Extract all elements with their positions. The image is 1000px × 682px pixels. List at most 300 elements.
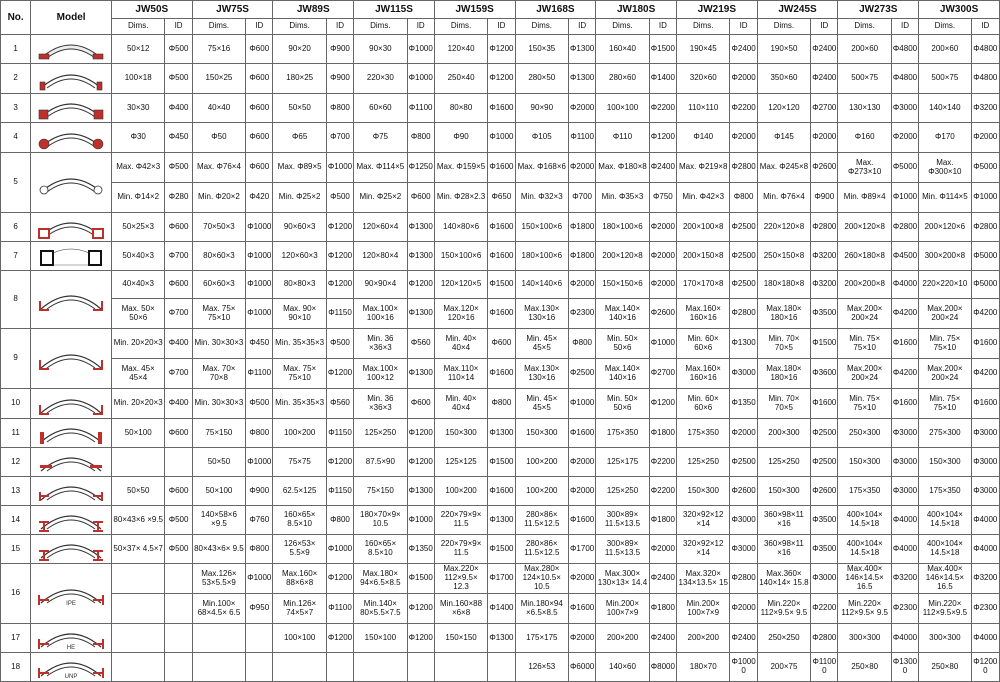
id-cell: Φ2000 bbox=[891, 123, 918, 153]
dims-subheader: Dims. bbox=[192, 19, 245, 35]
profile-4-icon bbox=[37, 125, 105, 151]
id-cell: Φ2300 bbox=[569, 299, 596, 329]
id-cell: Φ1300 bbox=[569, 35, 596, 64]
dims-cell: 150×150 bbox=[434, 624, 487, 653]
dims-cell: Min. 40× 40×4 bbox=[434, 389, 487, 419]
table-row bbox=[1, 477, 1000, 506]
model-header-jw159s: JW159S bbox=[434, 1, 515, 19]
id-cell: Φ4800 bbox=[971, 64, 999, 94]
dims-cell: 180×100×6 bbox=[596, 213, 649, 242]
dims-cell: 200×60 bbox=[838, 35, 891, 64]
id-cell: Φ1150 bbox=[326, 477, 353, 506]
profile-10-icon bbox=[37, 391, 105, 417]
id-cell: Φ1200 bbox=[326, 242, 353, 271]
dims-cell: 100×200 bbox=[434, 477, 487, 506]
profile-8-icon bbox=[37, 287, 105, 313]
dims-cell: 75×150 bbox=[192, 419, 245, 448]
profile-picture-cell bbox=[31, 477, 112, 506]
dims-cell: Max.280× 124×10.5× 10.5 bbox=[515, 564, 568, 594]
dims-cell: Min. Φ28×2.3 bbox=[434, 183, 487, 213]
id-cell: Φ600 bbox=[246, 35, 273, 64]
id-cell: Φ500 bbox=[326, 183, 353, 213]
id-cell: Φ1000 bbox=[488, 123, 515, 153]
id-cell: Φ3500 bbox=[811, 299, 838, 329]
id-cell: Φ4200 bbox=[891, 359, 918, 389]
id-cell: Φ4200 bbox=[891, 299, 918, 329]
id-cell: Φ4000 bbox=[971, 506, 999, 535]
row-number: 7 bbox=[1, 242, 31, 271]
table-row bbox=[1, 183, 1000, 213]
dims-cell bbox=[111, 594, 164, 624]
dims-cell: 200×120×8 bbox=[596, 242, 649, 271]
dims-cell: Max.220× 112×9.5× 12.3 bbox=[434, 564, 487, 594]
dims-cell bbox=[434, 653, 487, 682]
dims-cell: 500×75 bbox=[838, 64, 891, 94]
dims-cell: Max.110× 110×14 bbox=[434, 359, 487, 389]
dims-cell: Max. 70× 70×8 bbox=[192, 359, 245, 389]
id-subheader: ID bbox=[971, 19, 999, 35]
row-number: 10 bbox=[1, 389, 31, 419]
table-row bbox=[1, 64, 1000, 94]
dims-cell: Max.160× 160×16 bbox=[676, 299, 729, 329]
id-cell: Φ1200 bbox=[407, 594, 434, 624]
dims-cell: Max. Φ180×8 bbox=[596, 153, 649, 183]
model-header-jw75s: JW75S bbox=[192, 1, 273, 19]
dims-cell: 120×60×3 bbox=[273, 242, 326, 271]
table-row bbox=[1, 389, 1000, 419]
id-cell: Φ8000 bbox=[649, 653, 676, 682]
id-cell: Φ600 bbox=[246, 123, 273, 153]
id-cell: Φ13000 bbox=[891, 653, 918, 682]
row-number: 18 bbox=[1, 653, 31, 682]
id-cell: Φ4000 bbox=[891, 624, 918, 653]
id-cell: Φ4800 bbox=[971, 35, 999, 64]
dims-cell: Min. 70× 70×5 bbox=[757, 389, 810, 419]
dims-cell: 90×60×3 bbox=[273, 213, 326, 242]
id-cell: Φ1200 bbox=[326, 359, 353, 389]
id-cell: Φ600 bbox=[165, 213, 192, 242]
dims-cell: Min. Φ32×3 bbox=[515, 183, 568, 213]
dims-cell: Max. Φ245×8 bbox=[757, 153, 810, 183]
id-cell: Φ3000 bbox=[891, 477, 918, 506]
id-cell: Φ400 bbox=[165, 329, 192, 359]
dims-cell: Min.220× 112×9.5×9.5 bbox=[919, 594, 971, 624]
table-row bbox=[1, 419, 1000, 448]
profile-picture-cell bbox=[31, 35, 112, 64]
dims-cell: 250×80 bbox=[919, 653, 971, 682]
row-number: 14 bbox=[1, 506, 31, 535]
dims-cell: Min. 35×35×3 bbox=[273, 329, 326, 359]
table-row bbox=[1, 448, 1000, 477]
profile-picture-cell bbox=[31, 271, 112, 329]
id-cell: Φ2000 bbox=[649, 271, 676, 299]
dims-cell: 170×170×8 bbox=[676, 271, 729, 299]
id-cell: Φ1000 bbox=[407, 506, 434, 535]
id-cell: Φ2400 bbox=[649, 624, 676, 653]
dims-subheader: Dims. bbox=[111, 19, 164, 35]
id-cell: Φ800 bbox=[246, 419, 273, 448]
id-cell: Φ1150 bbox=[326, 299, 353, 329]
id-cell: Φ1000 bbox=[407, 35, 434, 64]
id-cell: Φ3200 bbox=[811, 271, 838, 299]
id-cell: Φ10000 bbox=[730, 653, 757, 682]
dims-subheader: Dims. bbox=[919, 19, 971, 35]
id-cell: Φ3000 bbox=[891, 419, 918, 448]
id-cell: Φ2200 bbox=[730, 94, 757, 123]
dims-subheader: Dims. bbox=[354, 19, 407, 35]
id-cell: Φ2500 bbox=[569, 359, 596, 389]
id-cell: Φ2500 bbox=[730, 242, 757, 271]
table-row bbox=[1, 564, 1000, 594]
id-subheader: ID bbox=[326, 19, 353, 35]
dims-cell: 220×79×9× 11.5 bbox=[434, 506, 487, 535]
id-cell: Φ900 bbox=[246, 477, 273, 506]
id-cell: Φ2500 bbox=[730, 448, 757, 477]
dims-cell: Min.180×94 ×6.5×8.5 bbox=[515, 594, 568, 624]
profile-16-icon bbox=[37, 581, 105, 607]
profile-13-icon bbox=[37, 478, 105, 504]
dims-cell bbox=[111, 564, 164, 594]
id-cell: Φ2400 bbox=[649, 564, 676, 594]
dims-cell: 280×60 bbox=[596, 64, 649, 94]
id-cell: Φ1500 bbox=[649, 35, 676, 64]
profile-picture-cell bbox=[31, 329, 112, 389]
id-cell: Φ2000 bbox=[730, 123, 757, 153]
profile-picture-cell bbox=[31, 624, 112, 653]
model-header-jw115s: JW115S bbox=[354, 1, 435, 19]
dims-cell: Min. 75× 75×10 bbox=[919, 389, 971, 419]
id-cell: Φ1500 bbox=[407, 564, 434, 594]
dims-cell: 140×60 bbox=[596, 653, 649, 682]
id-cell: Φ1300 bbox=[488, 506, 515, 535]
dims-cell: 50×50 bbox=[192, 448, 245, 477]
dims-cell: Min.126× 74×5×7 bbox=[273, 594, 326, 624]
id-subheader: ID bbox=[246, 19, 273, 35]
id-cell: Φ2000 bbox=[569, 477, 596, 506]
dims-cell: 60×60 bbox=[354, 94, 407, 123]
dims-cell: Φ140 bbox=[676, 123, 729, 153]
dims-subheader: Dims. bbox=[596, 19, 649, 35]
table-row bbox=[1, 359, 1000, 389]
dims-cell: 120×40 bbox=[434, 35, 487, 64]
dims-cell: 150×25 bbox=[192, 64, 245, 94]
profile-18-icon bbox=[37, 654, 105, 680]
dims-cell: 160×40 bbox=[596, 35, 649, 64]
dims-cell: Min. Φ89×4 bbox=[838, 183, 891, 213]
id-cell: Φ800 bbox=[246, 535, 273, 564]
table-row bbox=[1, 624, 1000, 653]
dims-cell: 190×50 bbox=[757, 35, 810, 64]
id-cell bbox=[165, 624, 192, 653]
row-number: 11 bbox=[1, 419, 31, 448]
id-cell: Φ750 bbox=[649, 183, 676, 213]
table-row bbox=[1, 35, 1000, 64]
dims-cell: 120×60×4 bbox=[354, 213, 407, 242]
id-cell: Φ2000 bbox=[569, 271, 596, 299]
profile-picture-cell bbox=[31, 653, 112, 682]
table-row bbox=[1, 242, 1000, 271]
dims-cell: 125×250 bbox=[757, 448, 810, 477]
dims-cell: Max.100× 100×16 bbox=[354, 299, 407, 329]
table-row bbox=[1, 299, 1000, 329]
profile-5-icon bbox=[37, 170, 105, 196]
id-cell: Φ450 bbox=[246, 329, 273, 359]
id-cell: Φ760 bbox=[246, 506, 273, 535]
id-cell: Φ500 bbox=[165, 35, 192, 64]
id-cell bbox=[407, 653, 434, 682]
id-cell: Φ700 bbox=[165, 242, 192, 271]
dims-cell: Min. 20×20×3 bbox=[111, 329, 164, 359]
dims-cell: 75×16 bbox=[192, 35, 245, 64]
dims-cell: 60×60×3 bbox=[192, 271, 245, 299]
row-number: 17 bbox=[1, 624, 31, 653]
dims-cell: Min. Φ35×3 bbox=[596, 183, 649, 213]
id-cell: Φ1250 bbox=[407, 153, 434, 183]
dims-cell: Min. 60× 60×6 bbox=[676, 329, 729, 359]
id-subheader: ID bbox=[811, 19, 838, 35]
dims-cell: Min. 75× 75×10 bbox=[838, 329, 891, 359]
dims-cell bbox=[192, 624, 245, 653]
id-cell: Φ2800 bbox=[811, 624, 838, 653]
row-number: 3 bbox=[1, 94, 31, 123]
dims-cell bbox=[111, 653, 164, 682]
dims-cell: 126×53 bbox=[515, 653, 568, 682]
id-cell: Φ1000 bbox=[246, 242, 273, 271]
dims-cell: Max.130× 130×16 bbox=[515, 299, 568, 329]
id-cell: Φ2600 bbox=[811, 153, 838, 183]
dims-cell: 150×100×6 bbox=[515, 213, 568, 242]
id-cell: Φ1300 bbox=[730, 329, 757, 359]
id-cell bbox=[165, 594, 192, 624]
id-cell: Φ900 bbox=[326, 64, 353, 94]
id-cell: Φ1200 bbox=[326, 624, 353, 653]
dims-cell: 320×60 bbox=[676, 64, 729, 94]
id-cell: Φ1600 bbox=[488, 477, 515, 506]
dims-cell: Min. 30×30×3 bbox=[192, 329, 245, 359]
id-cell: Φ2000 bbox=[569, 448, 596, 477]
id-cell: Φ5000 bbox=[971, 153, 999, 183]
profile-2-icon bbox=[37, 66, 105, 92]
dims-cell: 100×200 bbox=[515, 477, 568, 506]
dims-cell bbox=[111, 448, 164, 477]
table-row bbox=[1, 213, 1000, 242]
dims-cell: 50×37× 4.5×7 bbox=[111, 535, 164, 564]
dims-cell: 220×220×10 bbox=[919, 271, 971, 299]
id-cell: Φ3200 bbox=[811, 242, 838, 271]
id-cell: Φ1200 bbox=[326, 448, 353, 477]
profile-14-icon bbox=[37, 507, 105, 533]
id-cell: Φ4200 bbox=[971, 359, 999, 389]
model-column-header: Model bbox=[31, 1, 112, 35]
profile-6-icon bbox=[37, 214, 105, 240]
dims-cell: 180×25 bbox=[273, 64, 326, 94]
id-cell: Φ2500 bbox=[811, 448, 838, 477]
dims-cell: Max.360× 140×14× 15.8 bbox=[757, 564, 810, 594]
id-subheader: ID bbox=[407, 19, 434, 35]
profile-label: IPE bbox=[66, 600, 76, 607]
id-cell: Φ2000 bbox=[971, 123, 999, 153]
dims-cell bbox=[111, 624, 164, 653]
id-cell: Φ600 bbox=[407, 183, 434, 213]
dims-cell: Min.100× 68×4.5× 6.5 bbox=[192, 594, 245, 624]
id-cell: Φ2000 bbox=[811, 123, 838, 153]
row-number: 15 bbox=[1, 535, 31, 564]
id-cell: Φ3000 bbox=[891, 448, 918, 477]
dims-cell: 150×100 bbox=[354, 624, 407, 653]
dims-cell: 90×30 bbox=[354, 35, 407, 64]
row-number: 13 bbox=[1, 477, 31, 506]
dims-cell: 180×180×8 bbox=[757, 271, 810, 299]
id-cell: Φ3000 bbox=[971, 448, 999, 477]
dims-cell: 80×43×6× 9.5 bbox=[192, 535, 245, 564]
id-cell: Φ400 bbox=[165, 94, 192, 123]
id-cell: Φ1600 bbox=[569, 594, 596, 624]
dims-cell: Min.200× 100×7×9 bbox=[596, 594, 649, 624]
dims-cell: Max.140× 140×16 bbox=[596, 359, 649, 389]
id-cell: Φ1300 bbox=[407, 242, 434, 271]
dims-cell: 50×40×3 bbox=[111, 242, 164, 271]
id-cell: Φ3600 bbox=[811, 359, 838, 389]
id-cell: Φ3000 bbox=[730, 506, 757, 535]
id-cell: Φ1000 bbox=[246, 564, 273, 594]
id-cell: Φ1700 bbox=[569, 535, 596, 564]
dims-cell: 100×200 bbox=[273, 419, 326, 448]
dims-cell: 80×80 bbox=[434, 94, 487, 123]
dims-cell: 175×175 bbox=[515, 624, 568, 653]
dims-cell: 200×120×6 bbox=[919, 213, 971, 242]
dims-cell: 180×70×9× 10.5 bbox=[354, 506, 407, 535]
dims-cell bbox=[273, 653, 326, 682]
id-cell: Φ1000 bbox=[649, 329, 676, 359]
dims-cell: 50×50 bbox=[111, 477, 164, 506]
dims-cell: 90×90 bbox=[515, 94, 568, 123]
dims-cell: Max. Φ89×5 bbox=[273, 153, 326, 183]
dims-cell: 150×300 bbox=[434, 419, 487, 448]
dims-cell: 50×100 bbox=[111, 419, 164, 448]
id-cell: Φ700 bbox=[326, 123, 353, 153]
id-cell: Φ1350 bbox=[407, 535, 434, 564]
id-cell: Φ4800 bbox=[891, 64, 918, 94]
dims-cell: Max. 90× 90×10 bbox=[273, 299, 326, 329]
dims-cell: 110×110 bbox=[676, 94, 729, 123]
id-cell: Φ1000 bbox=[407, 64, 434, 94]
dims-subheader: Dims. bbox=[515, 19, 568, 35]
row-number: 4 bbox=[1, 123, 31, 153]
id-cell: Φ11000 bbox=[811, 653, 838, 682]
dims-cell: 320×92×12 ×14 bbox=[676, 535, 729, 564]
profile-15-icon bbox=[37, 536, 105, 562]
dims-cell: Max.200× 200×24 bbox=[838, 359, 891, 389]
dims-cell: 175×350 bbox=[676, 419, 729, 448]
id-cell: Φ900 bbox=[326, 35, 353, 64]
id-cell: Φ12000 bbox=[971, 653, 999, 682]
id-cell: Φ2700 bbox=[811, 94, 838, 123]
dims-cell: 200×200 bbox=[676, 624, 729, 653]
dims-cell: Max. 50× 50×6 bbox=[111, 299, 164, 329]
table-row bbox=[1, 153, 1000, 183]
id-cell: Φ2000 bbox=[569, 94, 596, 123]
dims-cell: 150×300 bbox=[757, 477, 810, 506]
dims-cell: Φ145 bbox=[757, 123, 810, 153]
id-cell: Φ1600 bbox=[488, 299, 515, 329]
dims-cell: Min. 45× 45×5 bbox=[515, 329, 568, 359]
profile-17-icon bbox=[37, 625, 105, 651]
dims-cell: 360×98×11 ×16 bbox=[757, 535, 810, 564]
id-cell: Φ2800 bbox=[971, 213, 999, 242]
dims-cell: Max. Φ114×5 bbox=[354, 153, 407, 183]
dims-cell: 360×98×11 ×16 bbox=[757, 506, 810, 535]
dims-cell: Φ65 bbox=[273, 123, 326, 153]
dims-cell: Φ110 bbox=[596, 123, 649, 153]
dims-cell: 125×250 bbox=[596, 477, 649, 506]
dims-cell: 100×18 bbox=[111, 64, 164, 94]
dims-cell: 500×75 bbox=[919, 64, 971, 94]
dims-cell: Min. Φ114×5 bbox=[919, 183, 971, 213]
id-cell: Φ4000 bbox=[891, 271, 918, 299]
dims-cell: 400×104× 14.5×18 bbox=[919, 535, 971, 564]
id-cell: Φ1200 bbox=[488, 35, 515, 64]
id-cell: Φ1600 bbox=[488, 359, 515, 389]
id-cell: Φ2300 bbox=[891, 594, 918, 624]
dims-cell: 200×60 bbox=[919, 35, 971, 64]
dims-cell: Max.160× 88×6×8 bbox=[273, 564, 326, 594]
id-cell: Φ420 bbox=[246, 183, 273, 213]
dims-cell: 350×60 bbox=[757, 64, 810, 94]
dims-cell: 200×200×8 bbox=[838, 271, 891, 299]
row-number: 16 bbox=[1, 564, 31, 624]
profile-picture-cell bbox=[31, 389, 112, 419]
dims-cell: 140×58×6 ×9.5 bbox=[192, 506, 245, 535]
id-cell: Φ600 bbox=[246, 64, 273, 94]
id-cell bbox=[246, 624, 273, 653]
id-cell: Φ1000 bbox=[246, 448, 273, 477]
id-cell: Φ2200 bbox=[649, 477, 676, 506]
dims-cell: 50×100 bbox=[192, 477, 245, 506]
id-cell: Φ1600 bbox=[891, 329, 918, 359]
id-cell: Φ2000 bbox=[569, 564, 596, 594]
id-cell: Φ2800 bbox=[730, 153, 757, 183]
id-cell: Φ600 bbox=[488, 329, 515, 359]
dims-cell: Φ170 bbox=[919, 123, 971, 153]
dims-cell: 200×75 bbox=[757, 653, 810, 682]
dims-cell: Min. 35×35×3 bbox=[273, 389, 326, 419]
dims-cell: 120×120×5 bbox=[434, 271, 487, 299]
id-cell: Φ3000 bbox=[891, 94, 918, 123]
table-row bbox=[1, 535, 1000, 564]
dims-cell: Φ75 bbox=[354, 123, 407, 153]
dims-cell: Φ90 bbox=[434, 123, 487, 153]
id-cell: Φ2200 bbox=[649, 448, 676, 477]
dims-cell: 80×80×3 bbox=[273, 271, 326, 299]
id-cell: Φ1000 bbox=[246, 271, 273, 299]
id-cell: Φ1600 bbox=[891, 389, 918, 419]
dims-cell: Min.140× 80×5.5×7.5 bbox=[354, 594, 407, 624]
id-cell: Φ2400 bbox=[730, 35, 757, 64]
table-row bbox=[1, 594, 1000, 624]
dims-cell: 80×43×6 ×9.5 bbox=[111, 506, 164, 535]
id-cell: Φ1800 bbox=[649, 419, 676, 448]
dims-cell: Max. 75× 75×10 bbox=[273, 359, 326, 389]
dims-cell: 150×35 bbox=[515, 35, 568, 64]
id-cell: Φ560 bbox=[326, 389, 353, 419]
id-cell: Φ560 bbox=[407, 329, 434, 359]
id-cell: Φ800 bbox=[407, 123, 434, 153]
dims-cell: Min. Φ14×2 bbox=[111, 183, 164, 213]
id-cell: Φ400 bbox=[165, 389, 192, 419]
id-cell: Φ1800 bbox=[569, 213, 596, 242]
dims-cell: 125×125 bbox=[434, 448, 487, 477]
dims-cell: 200×300 bbox=[757, 419, 810, 448]
